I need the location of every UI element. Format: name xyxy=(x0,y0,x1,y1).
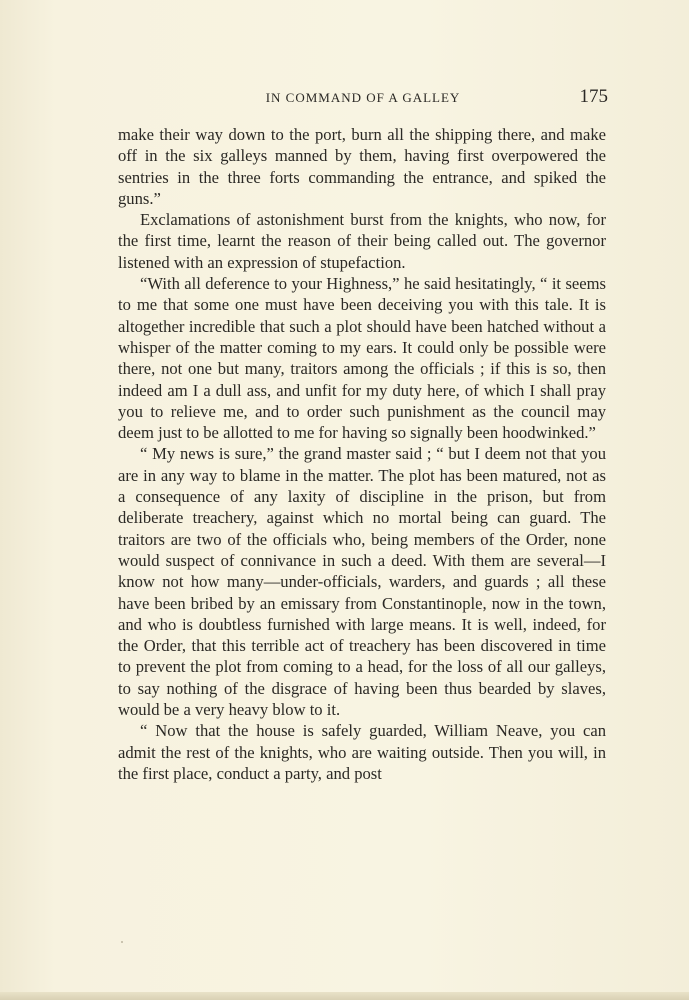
paper-speck xyxy=(121,941,123,943)
page-bottom-edge xyxy=(0,992,689,1000)
paragraph: make their way down to the port, burn all the shipping there, and make off in the six galleys manned by them, having first overpowered the sentries in the three forts commanding the entrance, and spiked the guns.” xyxy=(118,125,606,208)
paragraph: “ Now that the house is safely guarded, William Neave, you can admit the rest of the knights, who are waiting outside. Then you will, in the first place, conduct a party, and post xyxy=(118,721,606,783)
paragraph: “With all deference to your Highness,” he said hesitatingly, “ it seems to me that some one must have been deceiving you with this tale. It is altogether incredible that such a plot should have been hatched without a whisper of the matter coming to my ears. It could only be possible were there, not one but many, traitors among the officials ; if this is so, then indeed am I a dull ass, and unfit for my duty here, of which I shall pray you to relieve me, and to order such punishment as the council may deem just to be allotted to me for having so signally been hoodwinked.” xyxy=(118,274,606,443)
paragraph: Exclamations of astonishment burst from the knights, who now, for the first time, learnt the reason of their being called out. The governor listened with an expression of stupefaction. xyxy=(118,210,606,272)
page-number: 175 xyxy=(579,86,608,107)
running-title: IN COMMAND OF A GALLEY xyxy=(265,90,461,105)
page-header xyxy=(118,88,608,110)
paragraph: “ My news is sure,” the grand master said ; “ but I deem not that you are in any way to blame in the matter. The plot has been matured, not as a consequence of any laxity of discipline in the prison, but from deliberate treachery, against which no mortal being can guard. The traitors are two of the officials who, being members of the Order, none would suspect of connivance in such a deed. With them are several—I know not how many—under-officials, warders, and guards ; all these have been bribed by an emissary from Constantinople, now in the town, and who is doubtless furnished with large means. It is well, indeed, for the Order, that this terrible act of treachery has been discovered in time to prevent the plot from coming to a head, for the loss of all our galleys, to say nothing of the disgrace of having been thus bearded by slaves, would be a very heavy blow to it. xyxy=(118,444,606,720)
body-text xyxy=(118,124,606,784)
